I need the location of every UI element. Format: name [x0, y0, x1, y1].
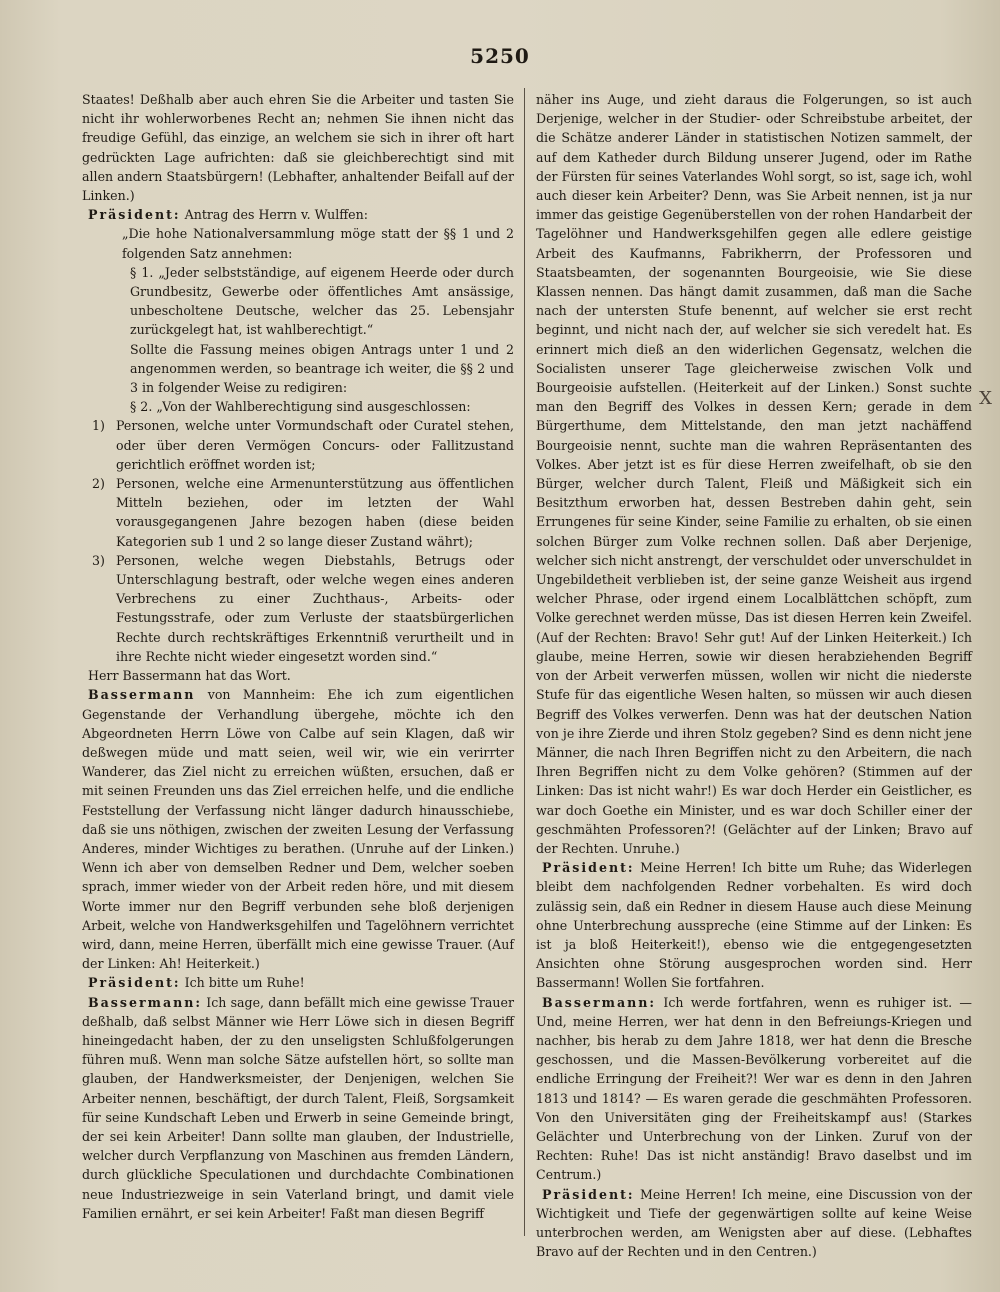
speaker-name: Präsident: — [542, 1186, 635, 1202]
list-text: Personen, welche unter Vormundschaft oder Curatel stehen, oder über deren Vermögen Concurs- oder Fallitzustand gerichtlich eröffnet worden ist; — [116, 418, 514, 472]
list-number: 3) — [92, 552, 105, 568]
speech-text: Ich bitte um Ruhe! — [184, 975, 305, 991]
speech-text: von Mannheim: Ehe ich zum eigentlichen Gegenstande der Verhandlung übergehe, möchte ich den Abgeordneten Herrn Löwe von Calbe auf sein Klagen, daß wir deßwegen müde und matt seien, weil wir, wie ein verirrter Wanderer, das Ziel nicht zu erreichen wüßten, ersuchen, daß er mit seinen Freunden uns das Ziel erreichen helfe, und die endliche Feststellung der Verfassung nicht länger dadurch hinausschiebe, daß sie uns nöthigen, zwischen der zweiten Lesung der Verfassung Anderes, minder Wichtiges zu berathen. (Unruhe auf der Linken.) Wenn ich aber von demselben Redner und Dem, welcher soeben sprach, immer wieder von der Arbeit reden höre, und mit diesem Worte immer nur den Begriff verbunden sehe bloß derjenigen Arbeit, welche von Handwerksgehilfen und Tagelöhnern verrichtet wird, dann, meine Herren, überfällt mich eine gewisse Trauer. (Auf der Linken: Ah! Heiterkeit.) — [82, 687, 514, 972]
speech-president — [536, 858, 972, 992]
list-number: 1) — [92, 418, 105, 434]
paragraph: Staates! Deßhalb aber auch ehren Sie die Arbeiter und tasten Sie nicht ihr wohlerworbenes Recht an; nehmen Sie ihnen nicht das freudige Gefühl, das einzige, an welchem sie sich in ihrer oft hart gedrückten Lage aufrichten: daß sie gleichberechtigt sind mit allen andern Staatsbürgern! (Lebhafter, anhaltender Beifall auf der Linken.) — [82, 92, 514, 204]
column-divider — [524, 88, 525, 1236]
speech-text: Antrag des Herrn v. Wulffen: — [184, 207, 368, 223]
speaker-handoff: Herr Bassermann hat das Wort. — [88, 668, 291, 684]
speech-text: Meine Herren! Ich bitte um Ruhe; das Widerlegen bleibt dem nachfolgenden Redner vorbehalten. Es wird doch zulässig sein, daß ein Redner in diesem Hause auch diese Meinung ohne Unterbrechung ausspreche (eine Stimme auf der Linken: Es ist ja bloß Heiterkeit!), ebenso wie die entgegengesetzten Ansichten ohne Störung ausgesprochen worden sind. Herr Bassermann! Wollen Sie fortfahren. — [536, 860, 972, 991]
left-column — [82, 90, 514, 1230]
page-number: 5250 — [470, 44, 530, 68]
speaker-name: Bassermann — [88, 687, 196, 703]
list-number: 2) — [92, 476, 105, 492]
list-text: Personen, welche wegen Diebstahls, Betrugs oder Unterschlagung bestraft, oder welche wegen eines anderen Verbrechens zu einer Zuchthaus-, Arbeits- oder Festungsstrafe, oder zum Verluste der staatsbürgerlichen Rechte durch rechtskräftiges Erkenntniß verurtheilt und in ihre Rechte nicht wieder eingesetzt worden sind.“ — [116, 552, 514, 664]
margin-mark: X — [979, 388, 992, 409]
list-item — [92, 416, 514, 474]
section-2: § 2. „Von der Wahlberechtigung sind ausgeschlossen: — [130, 399, 471, 415]
paragraph: näher ins Auge, und zieht daraus die Folgerungen, so ist auch Derjenige, welcher in der Studier- oder Schreibstube arbeitet, der die Schätze anderer Länder in statistischen Notizen sammelt, der auf dem Katheder durch Bildung unserer Jugend, oder im Rathe der Fürsten für seines Vaterlandes Wohl sorgt, so ist, sage ich, wohl auch dieser kein Arbeiter? Denn, was Sie Arbeit nennen, ist ja nur immer das geistige Gegenüberstellen von der rohen Handarbeit der Tagelöhner und Handwerksgehilfen gegen alle edlere geistige Arbeit des Kaufmanns, Fabrikherrn, der Professoren und Staatsbeamten, der sogenannten Bourgeoisie, wie Sie diese Klassen nennen. Das hängt damit zusammen, daß man die Sache nach der untersten Stufe benennt, auf welcher sie erst recht beginnt, und nicht nach der, auf welcher sie sich veredelt hat. Es erinnert mich dieß an den widerlichen Gegensatz, welchen die Socialisten unserer Tage gleicherweise zwischen Volk und Bourgeoisie aufstellen. (Heiterkeit auf der Linken.) Sonst suchte man den Begriff des Volkes in dessen Kern; gerade in dem Bürgerthume, dem Mittelstande, den man jetzt nachäffend Bourgeoisie nennt, suchte man die wahren Repräsentanten des Volkes. Aber jetzt ist es für diese Herren zweifelhaft, ob sie den Bürger, welcher durch Talent, Fleiß und Mäßigkeit sich ein Besitzthum erworben hat, dessen Bestreben dahin geht, sein Errungenes für seine Kinder, seine Familie zu erhalten, ob sie einen solchen Bürger zum Volke rechnen sollen. Daß aber Derjenige, welcher sich nicht anstrengt, der verschuldet oder unverschuldet in Ungebildetheit verblieben ist, der seine ganze Weisheit aus irgend welcher Phrase, oder irgend einem Localblättchen schöpft, zum Volke gerechnet werden müsse, Das ist diesen Herren kein Zweifel. (Auf der Rechten: Bravo! Sehr gut! Auf der Linken Heiterkeit.) Ich glaube, meine Herren, sowie wir diesen herabziehenden Begriff von der Arbeit verwerfen müssen, wollen wir nicht die niederste Stufe für das eigentliche Wesen halten, so müssen wir auch diesen Begriff des Volkes verwerfen. Denn was hat der deutschen Nation von je ihre Zierde und ihren Stolz gegeben? Sind es denn nicht jene Männer, die nach Ihren Begriffen nicht zu den Arbeitern, die nach Ihren Begriffen nicht zu dem Volke gehören? (Stimmen auf der Linken: Das ist nicht wahr!) Es war doch Herder ein Geistlicher, es war doch Goethe ein Minister, und es war doch Schiller einer der geschmähten Professoren?! (Gelächter auf der Linken; Bravo auf der Rechten. Unruhe.) — [536, 92, 972, 856]
speaker-name: Bassermann: — [88, 994, 203, 1010]
speaker-name: Präsident: — [542, 860, 635, 876]
list-item — [92, 474, 514, 551]
speech-president — [82, 973, 514, 992]
speaker-name: Präsident: — [88, 975, 181, 991]
speech-president — [536, 1185, 972, 1262]
speech-bassermann — [82, 993, 514, 1223]
speaker-name: Bassermann: — [542, 994, 657, 1010]
list-item — [92, 551, 514, 666]
motion-paragraph: Sollte die Fassung meines obigen Antrags unter 1 und 2 angenommen werden, so beantrage ich weiter, die §§ 2 und 3 in folgender Weise zu redigiren: — [130, 341, 514, 396]
speech-bassermann — [82, 685, 514, 973]
speech-text: Meine Herren! Ich meine, eine Discussion von der Wichtigkeit und Tiefe der gegenwärtigen sollte auf keine Weise unterbrochen werden, am Wenigsten aber auf diese. (Lebhaftes Bravo auf der Rechten und in den Centren.) — [536, 1186, 972, 1260]
quote-intro: „Die hohe Nationalversammlung möge statt der §§ 1 und 2 folgenden Satz annehmen: — [122, 226, 514, 261]
speech-text: Ich werde fortfahren, wenn es ruhiger ist. — Und, meine Herren, wer hat denn in den Befreiungs-Kriegen und nachher, bis herab zu dem Jahre 1818, wer hat denn die Bresche geschossen, und die Massen-Bevölkerung vorbereitet auf die endliche Erringung der Freiheit?! Wer war es denn in den Jahren 1813 und 1814? — Es waren gerade die geschmähten Professoren. Von den Universitäten ging der Freiheitskampf aus! (Starkes Gelächter und Unterbrechung von der Linken. Zuruf von der Rechten: Ruhe! Das ist nicht anständig! Bravo daselbst und im Centrum.) — [536, 994, 972, 1183]
speech-text: Ich sage, dann befällt mich eine gewisse Trauer deßhalb, daß selbst Männer wie Herr Löwe sich in diesen Begriff hineingedacht haben, der zu den unseligsten Schlußfolgerungen führen muß. Wenn man solche Sätze aufstellen hört, so sollte man glauben, der Handwerksmeister, der Denjenigen, welchen Sie Arbeiter nennen, beschäftigt, der durch Talent, Fleiß, Sorgsamkeit für seine Kundschaft Leben und Erwerb in seine Gemeinde bringt, der sei kein Arbeiter! Dann sollte man glauben, der Industrielle, welcher durch Verpflanzung von Maschinen aus fremden Ländern, durch glückliche Speculationen und durchdachte Combinationen neue Industriezweige in sein Vaterland bringt, und damit viele Familien ernährt, er sei kein Arbeiter! Faßt man diesen Begriff — [82, 994, 514, 1221]
section-1: § 1. „Jeder selbstständige, auf eigenem Heerde oder durch Grundbesitz, Gewerbe oder öffentliches Amt ansässige, unbescholtene Deutsche, welcher das 25. Lebensjahr zurückgelegt hat, ist wahlberechtigt.“ — [130, 264, 514, 338]
right-column — [536, 90, 972, 1260]
speaker-name: Präsident: — [88, 207, 181, 223]
speech-president — [82, 205, 514, 224]
list-text: Personen, welche eine Armenunterstützung aus öffentlichen Mitteln beziehen, oder im letzten der Wahl vorausgegangenen Jahre bezogen haben (diese beiden Kategorien sub 1 und 2 so lange dieser Zustand währt); — [116, 476, 514, 549]
speech-bassermann — [536, 993, 972, 1185]
exclusion-list — [82, 416, 514, 666]
